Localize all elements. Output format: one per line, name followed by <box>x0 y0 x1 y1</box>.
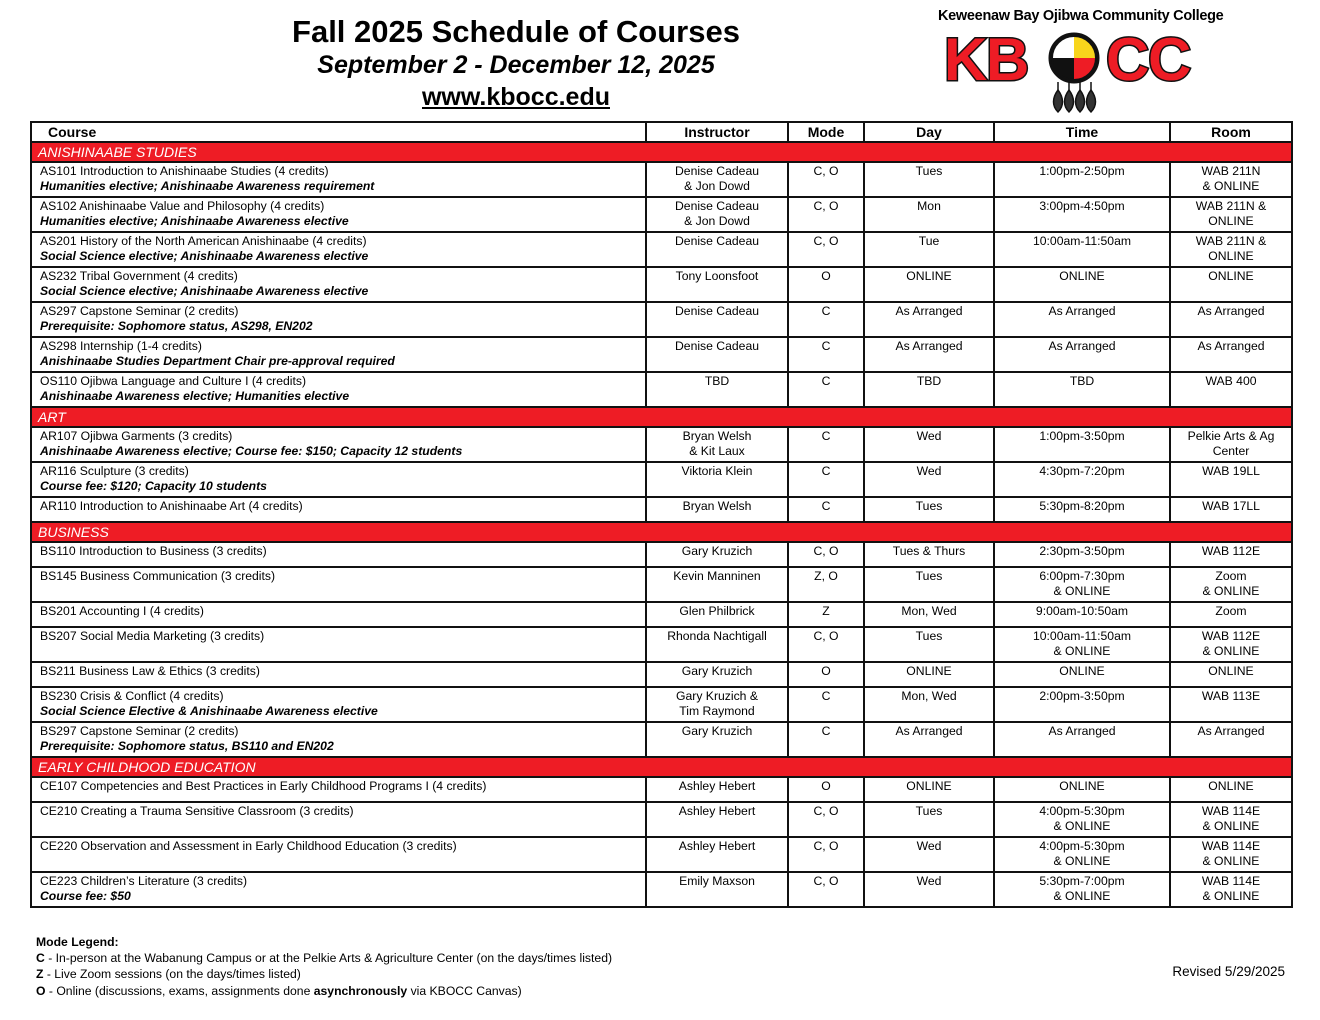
table-row <box>31 232 1292 267</box>
table-row <box>31 602 1292 627</box>
time-cell: As Arranged <box>994 337 1170 372</box>
course-cell <box>31 662 646 687</box>
course-cell <box>31 337 646 372</box>
time-cell: ONLINE <box>994 777 1170 802</box>
course-title: CE107 Competencies and Best Practices in Early Childhood Programs I (4 credits) <box>40 779 487 793</box>
course-note: Prerequisite: Sophomore status, AS298, EN202 <box>40 319 313 333</box>
course-note: Anishinaabe Studies Department Chair pre-approval required <box>40 354 395 368</box>
course-title: AS102 Anishinaabe Value and Philosophy (4 credits) <box>40 199 325 213</box>
mode-cell: O <box>788 267 864 302</box>
instructor-cell: Tony Loonsfoot <box>646 267 788 302</box>
legend-item-z: Z - Live Zoom sessions (on the days/times listed) <box>36 967 301 982</box>
column-header-room: Room <box>1170 122 1292 142</box>
table-row <box>31 497 1292 522</box>
table-row <box>31 722 1292 757</box>
column-header-course: Course <box>31 122 646 142</box>
table-row <box>31 627 1292 662</box>
table-row <box>31 372 1292 407</box>
room-cell: WAB 211N & ONLINE <box>1170 162 1292 197</box>
day-cell: ONLINE <box>864 777 994 802</box>
day-cell: Mon, Wed <box>864 687 994 722</box>
section-title: ART <box>31 407 1292 427</box>
time-cell: TBD <box>994 372 1170 407</box>
instructor-cell: Glen Philbrick <box>646 602 788 627</box>
day-cell: Tues <box>864 627 994 662</box>
course-title: BS201 Accounting I (4 credits) <box>40 604 204 618</box>
schedule-body <box>31 142 1292 907</box>
day-cell: Wed <box>864 427 994 462</box>
room-cell: ONLINE <box>1170 267 1292 302</box>
course-cell <box>31 162 646 197</box>
course-title: AS297 Capstone Seminar (2 credits) <box>40 304 239 318</box>
course-title: AR110 Introduction to Anishinaabe Art (4 credits) <box>40 499 303 513</box>
time-cell: 1:00pm-3:50pm <box>994 427 1170 462</box>
mode-legend <box>36 934 612 999</box>
course-cell <box>31 567 646 602</box>
logo-letter-c1: C <box>1106 26 1150 93</box>
mode-cell: C, O <box>788 162 864 197</box>
course-cell <box>31 542 646 567</box>
day-cell: As Arranged <box>864 302 994 337</box>
mode-cell: O <box>788 662 864 687</box>
section-title: BUSINESS <box>31 522 1292 542</box>
day-cell: Wed <box>864 462 994 497</box>
table-row <box>31 567 1292 602</box>
page-header <box>240 14 792 114</box>
table-row <box>31 302 1292 337</box>
room-cell: Zoom & ONLINE <box>1170 567 1292 602</box>
instructor-cell: Ashley Hebert <box>646 777 788 802</box>
course-cell <box>31 687 646 722</box>
mode-cell: C <box>788 462 864 497</box>
time-cell: 1:00pm-2:50pm <box>994 162 1170 197</box>
mode-cell: C, O <box>788 872 864 907</box>
room-cell: WAB 112E & ONLINE <box>1170 627 1292 662</box>
page-title: Fall 2025 Schedule of Courses <box>292 14 740 49</box>
mode-cell: C <box>788 497 864 522</box>
time-cell: 4:30pm-7:20pm <box>994 462 1170 497</box>
course-title: BS207 Social Media Marketing (3 credits) <box>40 629 265 643</box>
term-dates: September 2 - December 12, 2025 <box>317 51 715 79</box>
table-row <box>31 427 1292 462</box>
course-note: Anishinaabe Awareness elective; Humanities elective <box>40 389 350 403</box>
day-cell: ONLINE <box>864 267 994 302</box>
instructor-cell: Emily Maxson <box>646 872 788 907</box>
course-title: AS101 Introduction to Anishinaabe Studies (4 credits) <box>40 164 329 178</box>
time-cell: 6:00pm-7:30pm & ONLINE <box>994 567 1170 602</box>
course-cell <box>31 462 646 497</box>
course-title: AR116 Sculpture (3 credits) <box>40 464 189 478</box>
room-cell: WAB 211N & ONLINE <box>1170 197 1292 232</box>
course-cell <box>31 802 646 837</box>
room-cell: WAB 400 <box>1170 372 1292 407</box>
course-title: BS230 Crisis & Conflict (4 credits) <box>40 689 224 703</box>
time-cell: 5:30pm-8:20pm <box>994 497 1170 522</box>
mode-cell: C <box>788 337 864 372</box>
instructor-cell: Denise Cadeau & Jon Dowd <box>646 197 788 232</box>
mode-cell: C, O <box>788 197 864 232</box>
course-note: Prerequisite: Sophomore status, BS110 and EN202 <box>40 739 334 753</box>
day-cell: Tues <box>864 802 994 837</box>
section-header-row <box>31 522 1292 542</box>
room-cell: ONLINE <box>1170 777 1292 802</box>
course-cell <box>31 197 646 232</box>
instructor-cell: Denise Cadeau & Jon Dowd <box>646 162 788 197</box>
course-cell <box>31 722 646 757</box>
room-cell: WAB 17LL <box>1170 497 1292 522</box>
room-cell: WAB 113E <box>1170 687 1292 722</box>
legend-item-o: O - Online (discussions, exams, assignments done asynchronously via KBOCC Canvas) <box>36 983 522 998</box>
table-row <box>31 337 1292 372</box>
course-title: BS145 Business Communication (3 credits) <box>40 569 276 583</box>
day-cell: Tues & Thurs <box>864 542 994 567</box>
mode-cell: C <box>788 372 864 407</box>
website-link[interactable]: www.kbocc.edu <box>421 83 610 111</box>
day-cell: As Arranged <box>864 722 994 757</box>
room-cell: WAB 19LL <box>1170 462 1292 497</box>
course-cell <box>31 837 646 872</box>
mode-cell: C, O <box>788 627 864 662</box>
instructor-cell: Gary Kruzich <box>646 722 788 757</box>
logo-letter-c2: C <box>1148 26 1192 93</box>
mode-cell: Z, O <box>788 567 864 602</box>
revised-date: Revised 5/29/2025 <box>1172 964 1285 979</box>
course-title: AR107 Ojibwa Garments (3 credits) <box>40 429 233 443</box>
course-note: Humanities elective; Anishinaabe Awareness requirement <box>40 179 375 193</box>
table-row <box>31 687 1292 722</box>
feathers-icon <box>1054 82 1096 112</box>
day-cell: Mon, Wed <box>864 602 994 627</box>
course-note: Anishinaabe Awareness elective; Course fee: $150; Capacity 12 students <box>40 444 463 458</box>
day-cell: Mon <box>864 197 994 232</box>
course-title: BS297 Capstone Seminar (2 credits) <box>40 724 239 738</box>
day-cell: Tues <box>864 497 994 522</box>
section-title: EARLY CHILDHOOD EDUCATION <box>31 757 1292 777</box>
course-cell <box>31 497 646 522</box>
legend-item-c: C - In-person at the Wabanung Campus or at the Pelkie Arts & Agriculture Center (on the days/times listed) <box>36 951 613 966</box>
instructor-cell: TBD <box>646 372 788 407</box>
room-cell: Zoom <box>1170 602 1292 627</box>
day-cell: TBD <box>864 372 994 407</box>
course-title: BS211 Business Law & Ethics (3 credits) <box>40 664 260 678</box>
course-cell <box>31 302 646 337</box>
mode-cell: C, O <box>788 837 864 872</box>
instructor-cell: Denise Cadeau <box>646 302 788 337</box>
time-cell: As Arranged <box>994 722 1170 757</box>
medicine-wheel-icon <box>1050 34 1098 82</box>
time-cell: 3:00pm-4:50pm <box>994 197 1170 232</box>
room-cell: WAB 114E & ONLINE <box>1170 837 1292 872</box>
course-schedule-table <box>30 121 1293 908</box>
day-cell: As Arranged <box>864 337 994 372</box>
table-row <box>31 802 1292 837</box>
section-header-row <box>31 142 1292 162</box>
course-cell <box>31 627 646 662</box>
room-cell: ONLINE <box>1170 662 1292 687</box>
room-cell: WAB 112E <box>1170 542 1292 567</box>
course-note: Social Science elective; Anishinaabe Awareness elective <box>40 284 369 298</box>
day-cell: Wed <box>864 837 994 872</box>
table-header-row <box>31 122 1292 142</box>
logo-letter-b: B <box>986 26 1030 93</box>
instructor-cell: Gary Kruzich <box>646 542 788 567</box>
course-cell <box>31 267 646 302</box>
course-title: AS201 History of the North American Anishinaabe (4 credits) <box>40 234 367 248</box>
instructor-cell: Ashley Hebert <box>646 837 788 872</box>
instructor-cell: Bryan Welsh <box>646 497 788 522</box>
course-cell <box>31 372 646 407</box>
time-cell: 9:00am-10:50am <box>994 602 1170 627</box>
course-title: OS110 Ojibwa Language and Culture I (4 credits) <box>40 374 307 388</box>
instructor-cell: Ashley Hebert <box>646 802 788 837</box>
course-cell <box>31 232 646 267</box>
table-row <box>31 462 1292 497</box>
time-cell: ONLINE <box>994 662 1170 687</box>
course-title: CE210 Creating a Trauma Sensitive Classroom (3 credits) <box>40 804 354 818</box>
time-cell: 5:30pm-7:00pm & ONLINE <box>994 872 1170 907</box>
mode-cell: C, O <box>788 232 864 267</box>
course-note: Humanities elective; Anishinaabe Awareness elective <box>40 214 349 228</box>
course-title: CE223 Children’s Literature (3 credits) <box>40 874 248 888</box>
course-title: CE220 Observation and Assessment in Early Childhood Education (3 credits) <box>40 839 457 853</box>
instructor-cell: Denise Cadeau <box>646 232 788 267</box>
day-cell: Tues <box>864 567 994 602</box>
instructor-cell: Rhonda Nachtigall <box>646 627 788 662</box>
room-cell: As Arranged <box>1170 302 1292 337</box>
day-cell: Tue <box>864 232 994 267</box>
mode-cell: O <box>788 777 864 802</box>
instructor-cell: Gary Kruzich <box>646 662 788 687</box>
instructor-cell: Kevin Manninen <box>646 567 788 602</box>
room-cell: As Arranged <box>1170 722 1292 757</box>
time-cell: 10:00am-11:50am & ONLINE <box>994 627 1170 662</box>
table-row <box>31 872 1292 907</box>
time-cell: 4:00pm-5:30pm & ONLINE <box>994 802 1170 837</box>
room-cell: WAB 114E & ONLINE <box>1170 872 1292 907</box>
table-row <box>31 197 1292 232</box>
course-cell <box>31 777 646 802</box>
mode-cell: C <box>788 427 864 462</box>
table-row <box>31 837 1292 872</box>
instructor-cell: Gary Kruzich & Tim Raymond <box>646 687 788 722</box>
course-cell <box>31 602 646 627</box>
logo-caption: Keweenaw Bay Ojibwa Community College <box>938 8 1224 24</box>
day-cell: Wed <box>864 872 994 907</box>
day-cell: Tues <box>864 162 994 197</box>
time-cell: 4:00pm-5:30pm & ONLINE <box>994 837 1170 872</box>
course-note: Social Science Elective & Anishinaabe Awareness elective <box>40 704 378 718</box>
table-row <box>31 777 1292 802</box>
course-note: Course fee: $120; Capacity 10 students <box>40 479 267 493</box>
time-cell: 2:30pm-3:50pm <box>994 542 1170 567</box>
course-cell <box>31 872 646 907</box>
course-cell <box>31 427 646 462</box>
mode-cell: C <box>788 687 864 722</box>
room-cell: As Arranged <box>1170 337 1292 372</box>
course-title: AS298 Internship (1-4 credits) <box>40 339 202 353</box>
time-cell: As Arranged <box>994 302 1170 337</box>
mode-cell: C <box>788 722 864 757</box>
table-row <box>31 542 1292 567</box>
column-header-time: Time <box>994 122 1170 142</box>
room-cell: WAB 211N & ONLINE <box>1170 232 1292 267</box>
table-row <box>31 267 1292 302</box>
time-cell: 2:00pm-3:50pm <box>994 687 1170 722</box>
room-cell: Pelkie Arts & Ag Center <box>1170 427 1292 462</box>
logo-wordmark <box>938 6 1224 116</box>
table-row <box>31 162 1292 197</box>
instructor-cell: Denise Cadeau <box>646 337 788 372</box>
section-header-row <box>31 757 1292 777</box>
instructor-cell: Viktoria Klein <box>646 462 788 497</box>
table-row <box>31 662 1292 687</box>
course-note: Social Science elective; Anishinaabe Awareness elective <box>40 249 369 263</box>
course-title: BS110 Introduction to Business (3 credits) <box>40 544 267 558</box>
column-header-day: Day <box>864 122 994 142</box>
section-title: ANISHINAABE STUDIES <box>31 142 1292 162</box>
column-header-instructor: Instructor <box>646 122 788 142</box>
mode-cell: C <box>788 302 864 337</box>
logo-letter-k: K <box>944 26 988 93</box>
mode-cell: C, O <box>788 542 864 567</box>
mode-cell: Z <box>788 602 864 627</box>
legend-title: Mode Legend: <box>36 935 119 949</box>
kbocc-logo <box>938 6 1224 116</box>
room-cell: WAB 114E & ONLINE <box>1170 802 1292 837</box>
course-title: AS232 Tribal Government (4 credits) <box>40 269 238 283</box>
day-cell: ONLINE <box>864 662 994 687</box>
time-cell: ONLINE <box>994 267 1170 302</box>
course-note: Course fee: $50 <box>40 889 131 903</box>
section-header-row <box>31 407 1292 427</box>
time-cell: 10:00am-11:50am <box>994 232 1170 267</box>
mode-cell: C, O <box>788 802 864 837</box>
column-header-mode: Mode <box>788 122 864 142</box>
instructor-cell: Bryan Welsh & Kit Laux <box>646 427 788 462</box>
